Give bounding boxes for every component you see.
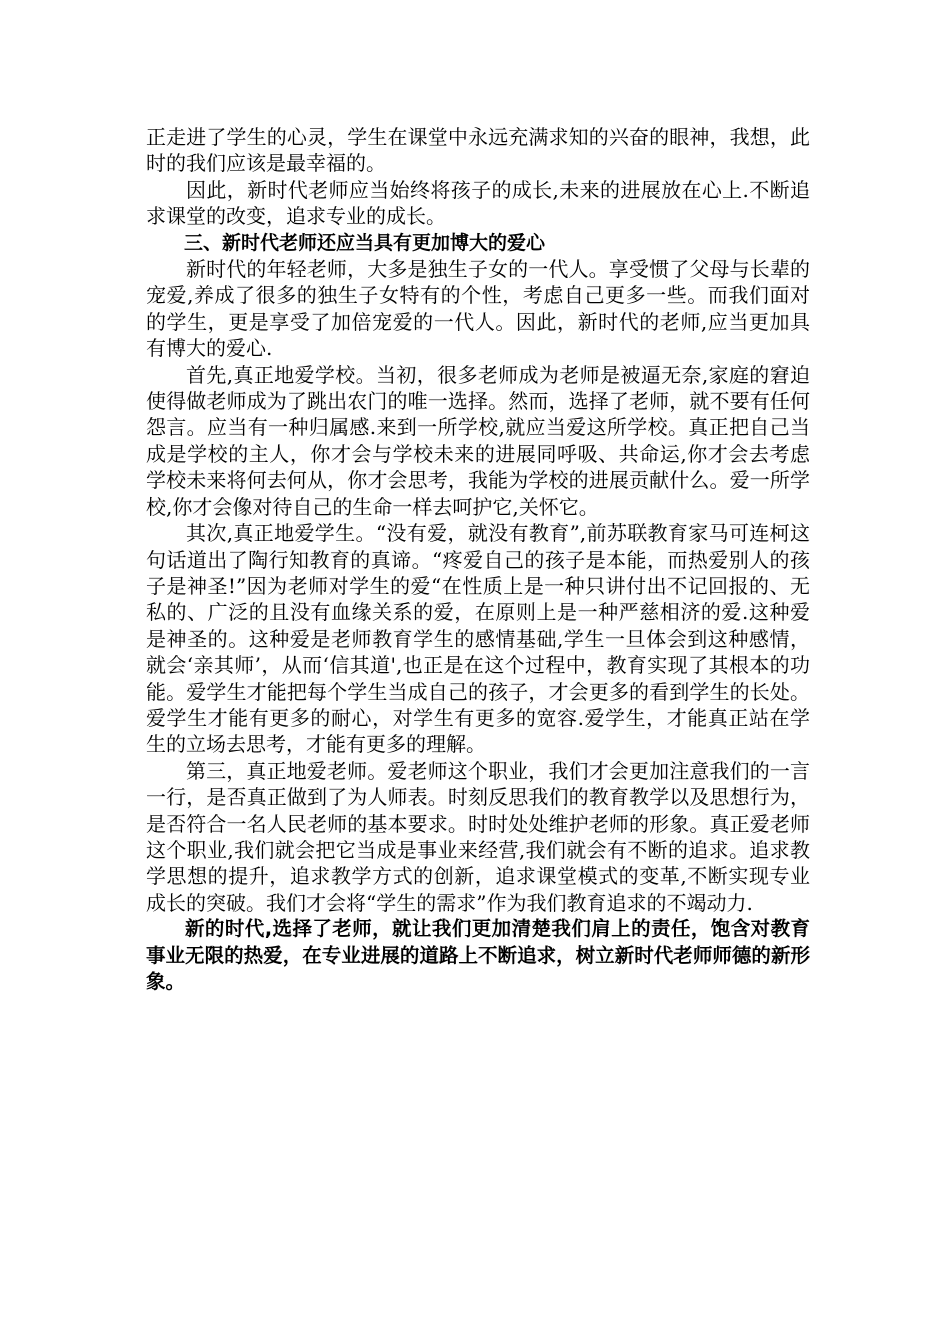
paragraph-love-teaching: 第三，真正地爱老师。爱老师这个职业，我们才会更加注意我们的一言一行，是否真正做到了为人师表。时刻反思我们的教育教学以及思想行为，是否符合一名人民老师的基本要求。时时处处维护老师的形象。真正爱老师这个职业,我们就会把它当成是事业来经营,我们就会有不断的追求。追求教学思想的提升，追求教学方式的创新，追求课堂模式的变革,不断实现专业成长的突破。我们才会将“学生的需求”作为我们教育追求的不竭动力. — [146, 758, 810, 915]
paragraph-new-era-teachers: 新时代的年轻老师，大多是独生子女的一代人。享受惯了父母与长辈的宠爱,养成了很多的独生子女特有的个性，考虑自己更多一些。而我们面对的学生，更是享受了加倍宠爱的一代人。因此，新时代的老师,应当更加具有博大的爱心. — [146, 257, 810, 361]
paragraph-love-students: 其次,真正地爱学生。“没有爱，就没有教育”,前苏联教育家马可连柯这句话道出了陶行知教育的真谛。“疼爱自己的孩子是本能，而热爱别人的孩子是神圣!”因为老师对学生的爱“在性质上是一种只讲付出不记回报的、无私的、广泛的且没有血缘关系的爱，在原则上是一种严慈相济的爱.这种爱是神圣的。这种爱是老师教育学生的感情基础,学生一旦体会到这种感情，就会‘亲其师’，从而‘信其道',也正是在这个过程中，教育实现了其根本的功能。爱学生才能把每个学生当成自己的孩子，才会更多的看到学生的长处。爱学生才能有更多的耐心，对学生有更多的宽容.爱学生，才能真正站在学生的立场去思考，才能有更多的理解。 — [146, 521, 810, 757]
paragraph-therefore: 因此，新时代老师应当始终将孩子的成长,未来的进展放在心上.不断追求课堂的改变，追求专业的成长。 — [146, 177, 810, 229]
paragraph-conclusion: 新的时代,选择了老师，就让我们更加清楚我们肩上的责任，饱含对教育事业无限的热爱，在专业进展的道路上不断追求，树立新时代老师师德的新形象。 — [146, 917, 810, 993]
section-heading-3: 三、新时代老师还应当具有更加博大的爱心 — [184, 231, 546, 254]
paragraph-continuation: 正走进了学生的心灵，学生在课堂中永远充满求知的兴奋的眼神，我想，此时的我们应该是最幸福的。 — [146, 125, 810, 176]
document-page — [146, 124, 810, 995]
paragraph-love-school: 首先,真正地爱学校。当初，很多老师成为老师是被逼无奈,家庭的窘迫使得做老师成为了跳出农门的唯一选择。然而，选择了老师，就不要有任何怨言。应当有一种归属感.来到一所学校,就应当爱这所学校。真正把自己当成是学校的主人，你才会与学校未来的进展同呼吸、共命运,你才会去考虑学校未来将何去何从，你才会思考，我能为学校的进展贡献什么。爱一所学校,你才会像对待自己的生命一样去呵护它,关怀它。 — [146, 362, 810, 519]
